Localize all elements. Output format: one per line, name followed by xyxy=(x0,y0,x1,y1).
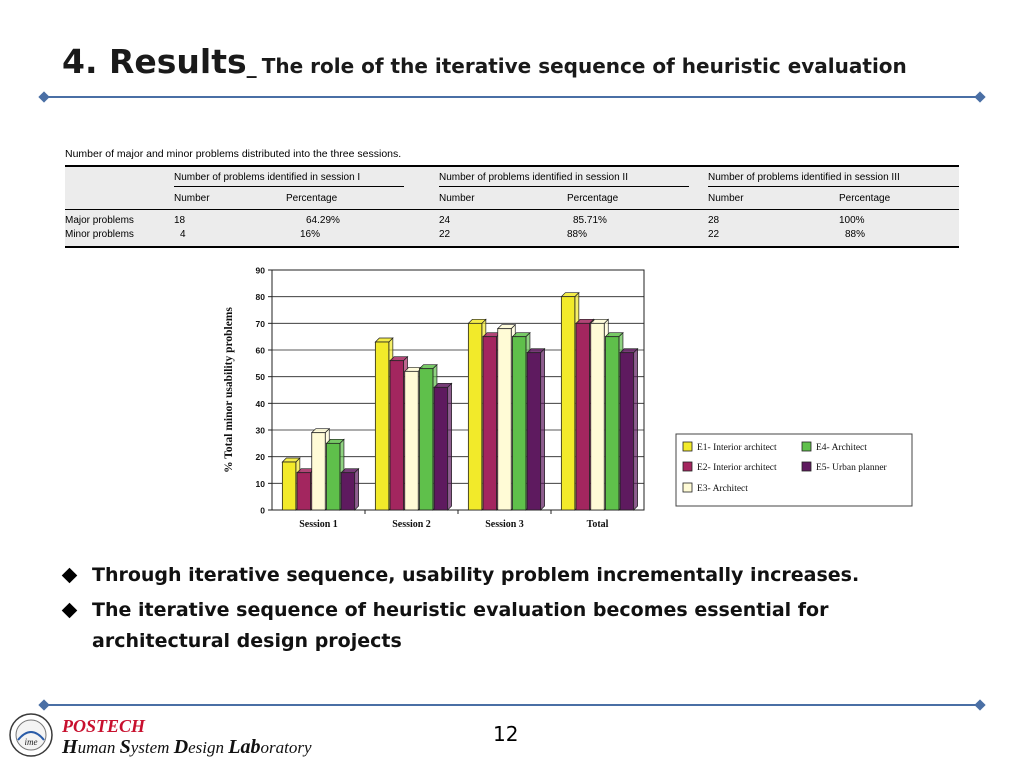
bar xyxy=(341,473,355,510)
bar xyxy=(561,297,575,510)
col-number-1: Number xyxy=(174,193,210,204)
legend-swatch xyxy=(683,442,692,451)
col-percentage-2: Percentage xyxy=(567,193,619,204)
bar xyxy=(419,369,433,510)
bar xyxy=(605,337,619,510)
session-1-header: Number of problems identified in session I xyxy=(174,172,361,183)
bar xyxy=(591,323,605,510)
legend-label: E2- Interior architect xyxy=(697,463,777,473)
y-tick-label: 30 xyxy=(255,425,265,436)
table-cell: 22 xyxy=(439,229,451,240)
y-tick-label: 0 xyxy=(260,505,265,516)
table-cell: 24 xyxy=(439,215,451,226)
bullet-item xyxy=(62,595,972,657)
bar xyxy=(326,443,340,510)
title-subtitle: The role of the iterative sequence of heuristic evaluation xyxy=(261,54,907,78)
lab-cap: H xyxy=(62,736,78,758)
table-cell: 22 xyxy=(708,229,720,240)
org-name: POSTECH xyxy=(62,716,146,736)
x-tick-label: Session 3 xyxy=(485,519,524,530)
table-cell: 16% xyxy=(300,229,321,240)
x-tick-label: Total xyxy=(586,519,609,530)
table-cell: 85.71% xyxy=(573,215,607,226)
table-cell: 18 xyxy=(174,215,186,226)
bullet-item xyxy=(62,560,972,591)
bar xyxy=(282,462,296,510)
table-cell: 4 xyxy=(180,229,186,240)
bar xyxy=(620,353,634,510)
bar xyxy=(498,329,512,510)
bar-side xyxy=(541,349,545,510)
page-number: 12 xyxy=(493,722,519,746)
bullet-text: Through iterative sequence, usability problem incrementally increases. xyxy=(92,564,860,586)
table-caption: Number of major and minor problems distributed into the three sessions. xyxy=(65,148,402,160)
table-cell: 100% xyxy=(839,215,865,226)
bar-side xyxy=(448,383,452,510)
y-tick-label: 40 xyxy=(255,398,265,409)
bar xyxy=(390,361,404,510)
lab-cap: Lab xyxy=(228,736,261,758)
legend-swatch xyxy=(802,442,811,451)
bar xyxy=(483,337,497,510)
y-tick-label: 50 xyxy=(255,372,265,383)
title-main: 4. Results xyxy=(62,42,247,81)
col-number-3: Number xyxy=(708,193,744,204)
bar xyxy=(468,323,482,510)
table-cell: 64.29% xyxy=(306,215,340,226)
col-percentage-1: Percentage xyxy=(286,193,338,204)
y-tick-label: 20 xyxy=(255,452,265,463)
y-tick-label: 10 xyxy=(255,478,265,489)
bar xyxy=(297,473,311,510)
x-tick-label: Session 2 xyxy=(392,519,431,530)
bar xyxy=(434,387,448,510)
bullet-list xyxy=(62,560,972,661)
legend-label: E5- Urban planner xyxy=(816,463,887,473)
lab-word: esign xyxy=(188,738,229,757)
lab-cap: S xyxy=(119,736,131,758)
col-number-2: Number xyxy=(439,193,475,204)
bar xyxy=(405,371,419,510)
row-label: Major problems xyxy=(65,215,134,226)
bar xyxy=(527,353,541,510)
table-cell: 88% xyxy=(845,229,866,240)
bullet-text: The iterative sequence of heuristic evaluation becomes essential for architectural design projects xyxy=(92,599,829,652)
y-tick-label: 70 xyxy=(255,318,265,329)
lab-word: ystem xyxy=(130,738,174,757)
lab-word: uman xyxy=(77,738,120,757)
bar xyxy=(375,342,389,510)
bar-side xyxy=(355,469,359,510)
lab-name xyxy=(62,716,312,759)
legend-swatch xyxy=(683,462,692,471)
y-tick-label: 80 xyxy=(255,292,265,303)
lab-full-name xyxy=(62,736,312,759)
legend-swatch xyxy=(683,483,692,492)
bar xyxy=(312,433,326,510)
session-3-header: Number of problems identified in session III xyxy=(708,172,900,183)
diamond-bullet-icon xyxy=(62,603,78,619)
legend-label: E4- Architect xyxy=(816,443,867,453)
logo-text: ime xyxy=(24,737,38,747)
x-tick-label: Session 1 xyxy=(299,519,338,530)
row-label: Minor problems xyxy=(65,229,134,240)
y-tick-label: 90 xyxy=(255,265,265,276)
legend-label: E3- Architect xyxy=(697,484,748,494)
diamond-bullet-icon xyxy=(62,568,78,584)
footer-divider xyxy=(44,704,980,706)
postech-ime-logo-icon xyxy=(8,712,54,758)
col-percentage-3: Percentage xyxy=(839,193,891,204)
lab-cap: D xyxy=(173,736,189,758)
lab-word: oratory xyxy=(260,738,312,757)
legend-label: E1- Interior architect xyxy=(697,443,777,453)
session-2-header: Number of problems identified in session II xyxy=(439,172,628,183)
bar-side xyxy=(634,349,638,510)
table-cell: 28 xyxy=(708,215,720,226)
table-cell: 88% xyxy=(567,229,588,240)
legend-swatch xyxy=(802,462,811,471)
y-tick-label: 60 xyxy=(255,345,265,356)
bar xyxy=(512,337,526,510)
bar xyxy=(576,323,590,510)
y-axis-label: % Total minor usability problems xyxy=(223,307,235,473)
title-separator: _ xyxy=(246,54,257,78)
